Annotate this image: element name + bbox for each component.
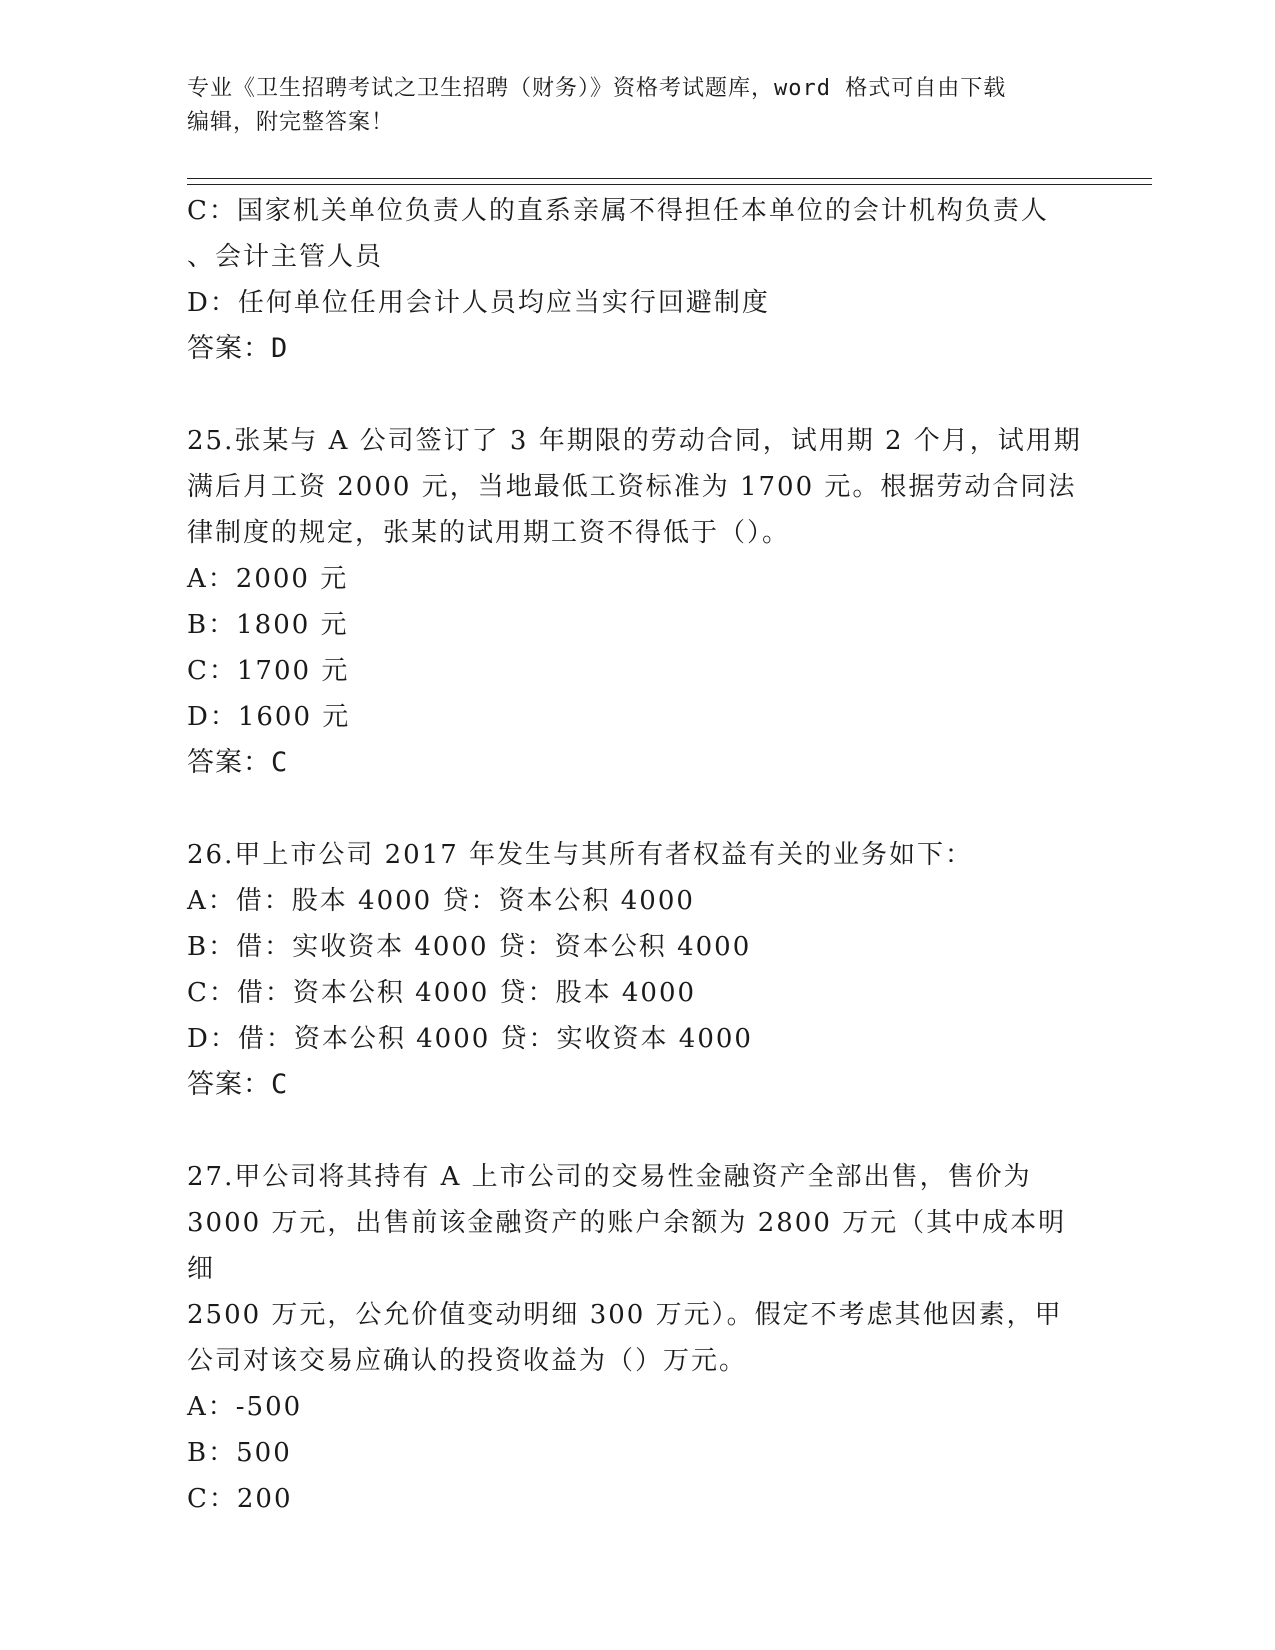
question-text-line-2: 3000 万元，出售前该金融资产的账户余额为 2800 万元（其中成本明细 [187, 1208, 1067, 1284]
question-text-line-3: 2500 万元，公允价值变动明细 300 万元）。假定不考虑其他因素，甲 [187, 1300, 1063, 1330]
question-24-continued [187, 188, 1087, 372]
header-divider-bottom [187, 184, 1152, 185]
answer: 答案：C [187, 747, 289, 778]
header-line-1: 专业《卫生招聘考试之卫生招聘（财务）》资格考试题库，word 格式可自由下载 [187, 76, 1007, 101]
option-d: D：借：资本公积 4000 贷：实收资本 4000 [187, 1024, 753, 1054]
option-d: D：1600 元 [187, 702, 351, 732]
question-27 [187, 1154, 1087, 1522]
question-content [187, 188, 1087, 1522]
option-a: A：2000 元 [187, 564, 349, 594]
header-divider-top [187, 178, 1152, 179]
spacer [187, 372, 1087, 418]
spacer [187, 1108, 1087, 1154]
option-b: B：500 [187, 1438, 292, 1468]
option-c: C：1700 元 [187, 656, 350, 686]
question-26 [187, 832, 1087, 1108]
question-text-line-1: 27.甲公司将其持有 A 上市公司的交易性金融资产全部出售，售价为 [187, 1162, 1032, 1192]
answer: 答案：D [187, 333, 289, 364]
option-c: C：借：资本公积 4000 贷：股本 4000 [187, 978, 697, 1008]
header-line-2: 编辑，附完整答案！ [187, 110, 395, 135]
question-25 [187, 418, 1087, 786]
question-text-line-1: 26.甲上市公司 2017 年发生与其所有者权益有关的业务如下： [187, 840, 974, 870]
option-d: D：任何单位任用会计人员均应当实行回避制度 [187, 288, 770, 318]
question-text-line-2: 满后月工资 2000 元，当地最低工资标准为 1700 元。根据劳动合同法 [187, 472, 1077, 502]
option-b: B：1800 元 [187, 610, 349, 640]
option-c-line-1: C：国家机关单位负责人的直系亲属不得担任本单位的会计机构负责人 [187, 196, 1049, 226]
option-b: B：借：实收资本 4000 贷：资本公积 4000 [187, 932, 752, 962]
option-a: A：借：股本 4000 贷：资本公积 4000 [187, 886, 695, 916]
document-header [187, 72, 1087, 140]
question-text-line-3: 律制度的规定，张某的试用期工资不得低于（）。 [187, 518, 791, 548]
question-text-line-4: 公司对该交易应确认的投资收益为（）万元。 [187, 1346, 748, 1376]
spacer [187, 786, 1087, 832]
option-c-line-2: 、会计主管人员 [187, 242, 384, 272]
answer: 答案：C [187, 1069, 289, 1100]
option-c: C：200 [187, 1484, 293, 1514]
question-text-line-1: 25.张某与 A 公司签订了 3 年期限的劳动合同，试用期 2 个月，试用期 [187, 426, 1082, 456]
option-a: A：-500 [187, 1392, 303, 1422]
